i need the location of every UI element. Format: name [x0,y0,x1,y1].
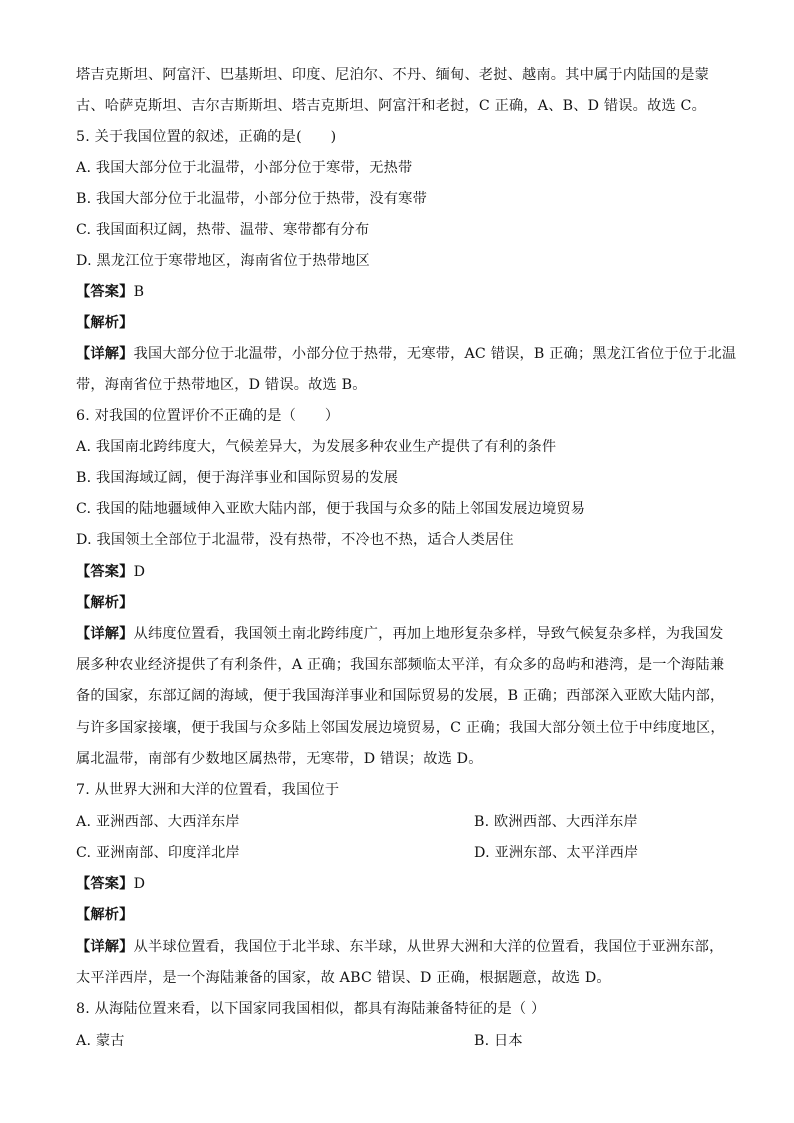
answer-tag: 【答案】 [76,284,134,300]
analysis-tag: 【解析】 [76,907,134,923]
question-7-stem: 7. 从世界大洲和大洋的位置看，我国位于 [76,782,340,798]
question-6-analysis-tag [76,594,716,612]
question-8-stem: 8. 从海陆位置来看，以下国家同我国相似，都具有海陆兼备特征的是（ ） [76,1001,546,1017]
detail-tag: 【详解】 [76,626,134,642]
question-5-detail-line-1 [76,345,737,363]
question-5-option-d: D. 黑龙江位于寒带地区，海南省位于热带地区 [76,253,370,269]
question-7-option-c: C. 亚洲南部、印度洋北岸 [76,845,240,861]
question-7-answer [76,875,716,893]
question-6-detail-line-1 [76,625,724,643]
answer-tag: 【答案】 [76,564,134,580]
question-5-option-c: C. 我国面积辽阔，热带、温带、寒带都有分布 [76,222,370,238]
question-8-option-b: B. 日本 [474,1033,523,1049]
detail-text: 我国大部分位于北温带，小部分位于热带，无寒带，AC 错误，B 正确；黑龙江省位于位于北温 [133,346,737,362]
analysis-tag: 【解析】 [76,315,134,331]
question-6-option-c: C. 我国的陆地疆域伸入亚欧大陆内部，便于我国与众多的陆上邻国发展边境贸易 [76,501,586,517]
detail-tag: 【详解】 [76,346,134,362]
question-7-options-row-2 [76,844,716,862]
question-6-detail-line-3: 备的国家，东部辽阔的海域，便于我国海洋事业和国际贸易的发展，B 正确；西部深入亚欧大陆内部， [76,688,725,704]
question-6-answer [76,563,716,581]
answer-value: D [133,564,146,580]
question-5-option-a: A. 我国大部分位于北温带，小部分位于寒带，无热带 [76,160,413,176]
question-6-option-b: B. 我国海域辽阔，便于海洋事业和国际贸易的发展 [76,470,399,486]
question-5-answer [76,283,716,301]
question-6-option-a: A. 我国南北跨纬度大，气候差异大，为发展多种农业生产提供了有利的条件 [76,439,557,455]
question-6-option-d: D. 我国领土全部位于北温带，没有热带，不冷也不热，适合人类居住 [76,532,514,548]
question-6-detail-line-2: 展多种农业经济提供了有利条件，A 正确；我国东部频临太平洋，有众多的岛屿和港湾，是一个海陆兼 [76,657,725,673]
question-5-stem: 5. 关于我国位置的叙述，正确的是( ) [76,129,337,145]
question-7-option-a: A. 亚洲西部、大西洋东岸 [76,814,240,830]
answer-value: D [133,876,146,892]
question-7-detail-line-2: 太平洋西岸，是一个海陆兼备的国家，故 ABC 错误、D 正确，根据题意，故选 D。 [76,970,611,986]
question-5-option-b: B. 我国大部分位于北温带，小部分位于热带，没有寒带 [76,191,427,207]
question-6-detail-line-4: 与许多国家接壤，便于我国与众多陆上邻国发展边境贸易，C 正确；我国大部分领土位于中纬度地区， [76,720,725,736]
question-5-detail-line-2: 带，海南省位于热带地区，D 错误。故选 B。 [76,377,367,393]
detail-text: 从纬度位置看，我国领土南北跨纬度广，再加上地形复杂多样，导致气候复杂多样，为我国发 [133,626,724,642]
answer-tag: 【答案】 [76,876,134,892]
prev-detail-line-2: 古、哈萨克斯坦、吉尔吉斯斯坦、塔吉克斯坦、阿富汗和老挝，C 正确，A、B、D 错误。故选 C。 [76,98,707,114]
question-6-detail-line-5: 属北温带，南部有少数地区属热带，无寒带，D 错误；故选 D。 [76,751,483,767]
detail-text: 从半球位置看，我国位于北半球、东半球，从世界大洲和大洋的位置看，我国位于亚洲东部， [133,939,724,955]
question-7-option-b: B. 欧洲西部、大西洋东岸 [474,814,638,830]
detail-tag: 【详解】 [76,939,134,955]
question-8-option-a: A. 蒙古 [76,1033,125,1049]
prev-detail-line-1: 塔吉克斯坦、阿富汗、巴基斯坦、印度、尼泊尔、不丹、缅甸、老挝、越南。其中属于内陆国的是蒙 [76,67,710,83]
question-7-analysis-tag [76,906,716,924]
question-7-options-row-1 [76,813,716,831]
analysis-tag: 【解析】 [76,595,134,611]
question-5-analysis-tag [76,314,716,332]
question-8-options-row-1 [76,1032,716,1050]
answer-value: B [133,284,145,300]
question-7-detail-line-1 [76,938,724,956]
question-6-stem: 6. 对我国的位置评价不正确的是（ ） [76,408,340,424]
question-7-option-d: D. 亚洲东部、太平洋西岸 [474,845,639,861]
